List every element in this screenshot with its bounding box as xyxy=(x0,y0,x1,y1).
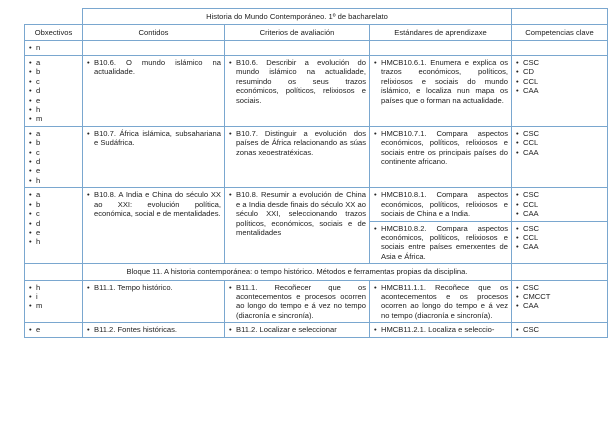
list-item: • e xyxy=(28,228,79,237)
competences-cell xyxy=(512,126,608,187)
competences-cell xyxy=(512,323,608,337)
standard-cell: • HMCB10.7.1. Compara aspectos económicos, políticos, relixiosos e sociais entre os principais países do continente africano. xyxy=(370,126,512,187)
list-item: • a xyxy=(28,58,79,67)
list-item: • a xyxy=(28,129,79,138)
objectives-cell xyxy=(25,41,83,56)
header-contents: Contidos xyxy=(83,25,225,41)
list-item: • CAA xyxy=(515,301,604,310)
list-item: • CAA xyxy=(515,86,604,95)
list-item: • CAA xyxy=(515,148,604,157)
list-item: • m xyxy=(28,301,79,310)
criterion-cell: • B11.2. Localizar e seleccionar xyxy=(225,323,370,337)
list-item: • CCL xyxy=(515,77,604,86)
curriculum-table xyxy=(24,8,608,338)
competences-cell xyxy=(512,188,608,221)
list-item: • CD xyxy=(515,67,604,76)
list-item: • e xyxy=(28,96,79,105)
title-row xyxy=(25,9,608,25)
list-item: • h xyxy=(28,105,79,114)
header-row xyxy=(25,25,608,41)
block-heading: Bloque 11. A historia contemporánea: o tempo histórico. Métodos e ferramentas propias da disciplina. xyxy=(83,264,512,280)
objectives-cell xyxy=(25,323,83,337)
list-item: • CSC xyxy=(515,190,604,199)
content-cell: • B11.2. Fontes históricas. xyxy=(83,323,225,337)
list-item: • CSC xyxy=(515,325,604,334)
list-item: • m xyxy=(28,114,79,123)
objectives-cell xyxy=(25,56,83,127)
content-cell: • B11.1. Tempo histórico. xyxy=(83,280,225,323)
list-item: • d xyxy=(28,86,79,95)
competences-list xyxy=(515,190,604,218)
list-item: • e xyxy=(28,325,79,334)
criterion-cell: • B10.6. Describir a evolución do mundo islámico na actualidade, resumindo os seus trazos económicos, políticos, relixiosos e sociais. xyxy=(225,56,370,127)
list-item: • c xyxy=(28,148,79,157)
list-item: • b xyxy=(28,138,79,147)
table-row xyxy=(25,56,608,127)
list-item: • CCL xyxy=(515,200,604,209)
list-item: • e xyxy=(28,166,79,175)
list-item: • i xyxy=(28,292,79,301)
list-item: • b xyxy=(28,200,79,209)
header-criteria: Criterios de avaliación xyxy=(225,25,370,41)
list-item: • CAA xyxy=(515,209,604,218)
list-item: • h xyxy=(28,237,79,246)
table-row xyxy=(25,41,608,56)
list-item: • a xyxy=(28,190,79,199)
list-item: • d xyxy=(28,219,79,228)
objectives-list xyxy=(28,43,79,52)
list-item: • n xyxy=(28,43,79,52)
table-row xyxy=(25,188,608,221)
competences-list xyxy=(515,283,604,311)
standard-cell: • HMCB10.8.1. Compara aspectos económicos, políticos, relixiosos e sociais de China e a India. xyxy=(370,188,512,221)
criterion-cell: • B11.1. Recoñecer que os acontecementos e procesos ocorren ao longo do tempo e á vez no tempo (diacronía e sincronía). xyxy=(225,280,370,323)
objectives-list xyxy=(28,190,79,246)
objectives-cell xyxy=(25,280,83,323)
objectives-list xyxy=(28,283,79,311)
list-item: • CAA xyxy=(515,242,604,251)
table-row xyxy=(25,126,608,187)
list-item: • CSC xyxy=(515,283,604,292)
list-item: • h xyxy=(28,176,79,185)
block-heading-row xyxy=(25,264,608,280)
header-competences: Competencias clave xyxy=(512,25,608,41)
content-cell: • B10.8. A India e China do século XX ao XXI: evolución política, económica, social e de mentalidades. xyxy=(83,188,225,264)
table-row xyxy=(25,280,608,323)
objectives-list xyxy=(28,325,79,334)
list-item: • CSC xyxy=(515,129,604,138)
standard-cell: • HMCB11.2.1. Localiza e seleccio- xyxy=(370,323,512,337)
list-item: • h xyxy=(28,283,79,292)
standard-cell: • HMCB10.8.2. Compara aspectos económicos, políticos, relixiosos e sociais entre países emerxentes de Asia e África. xyxy=(370,221,512,264)
list-item: • CMCCT xyxy=(515,292,604,301)
list-item: • c xyxy=(28,209,79,218)
header-standards: Estándares de aprendizaxe xyxy=(370,25,512,41)
list-item: • c xyxy=(28,77,79,86)
competences-cell xyxy=(512,56,608,127)
header-objectives: Obxectivos xyxy=(25,25,83,41)
competences-cell xyxy=(512,221,608,264)
standard-cell: • HMCB10.6.1. Enumera e explica os trazos económicos, políticos, relixiosos e sociais do mundo islámico, e localiza nun mapa os países que o forman na actualidade. xyxy=(370,56,512,127)
content-cell: • B10.6. O mundo islámico na actualidade. xyxy=(83,56,225,127)
list-item: • CCL xyxy=(515,138,604,147)
standard-cell: • HMCB11.1.1. Recoñece que os acontecementos e os procesos ocorren ao longo do tempo e á vez no tempo (diacronía e sincronía). xyxy=(370,280,512,323)
competences-list xyxy=(515,224,604,252)
list-item: • CCL xyxy=(515,233,604,242)
competences-cell xyxy=(512,280,608,323)
table-row xyxy=(25,323,608,337)
criterion-cell: • B10.8. Resumir a evolución de China e a India desde finais do século XX ao século XXI, seleccionando trazos políticos, económicos, sociais e de mentalidades xyxy=(225,188,370,264)
content-cell: • B10.7. África islámica, subsahariana e Sudáfrica. xyxy=(83,126,225,187)
table-title: Historia do Mundo Contemporáneo. 1º de bacharelato xyxy=(83,9,512,25)
objectives-cell xyxy=(25,126,83,187)
competences-list xyxy=(515,325,604,334)
criterion-cell: • B10.7. Distinguir a evolución dos países de África relacionando as súas zonas xeoestratéxicas. xyxy=(225,126,370,187)
competences-list xyxy=(515,129,604,157)
list-item: • CSC xyxy=(515,58,604,67)
list-item: • d xyxy=(28,157,79,166)
list-item: • b xyxy=(28,67,79,76)
list-item: • CSC xyxy=(515,224,604,233)
objectives-cell xyxy=(25,188,83,264)
competences-list xyxy=(515,58,604,96)
objectives-list xyxy=(28,58,79,124)
objectives-list xyxy=(28,129,79,185)
